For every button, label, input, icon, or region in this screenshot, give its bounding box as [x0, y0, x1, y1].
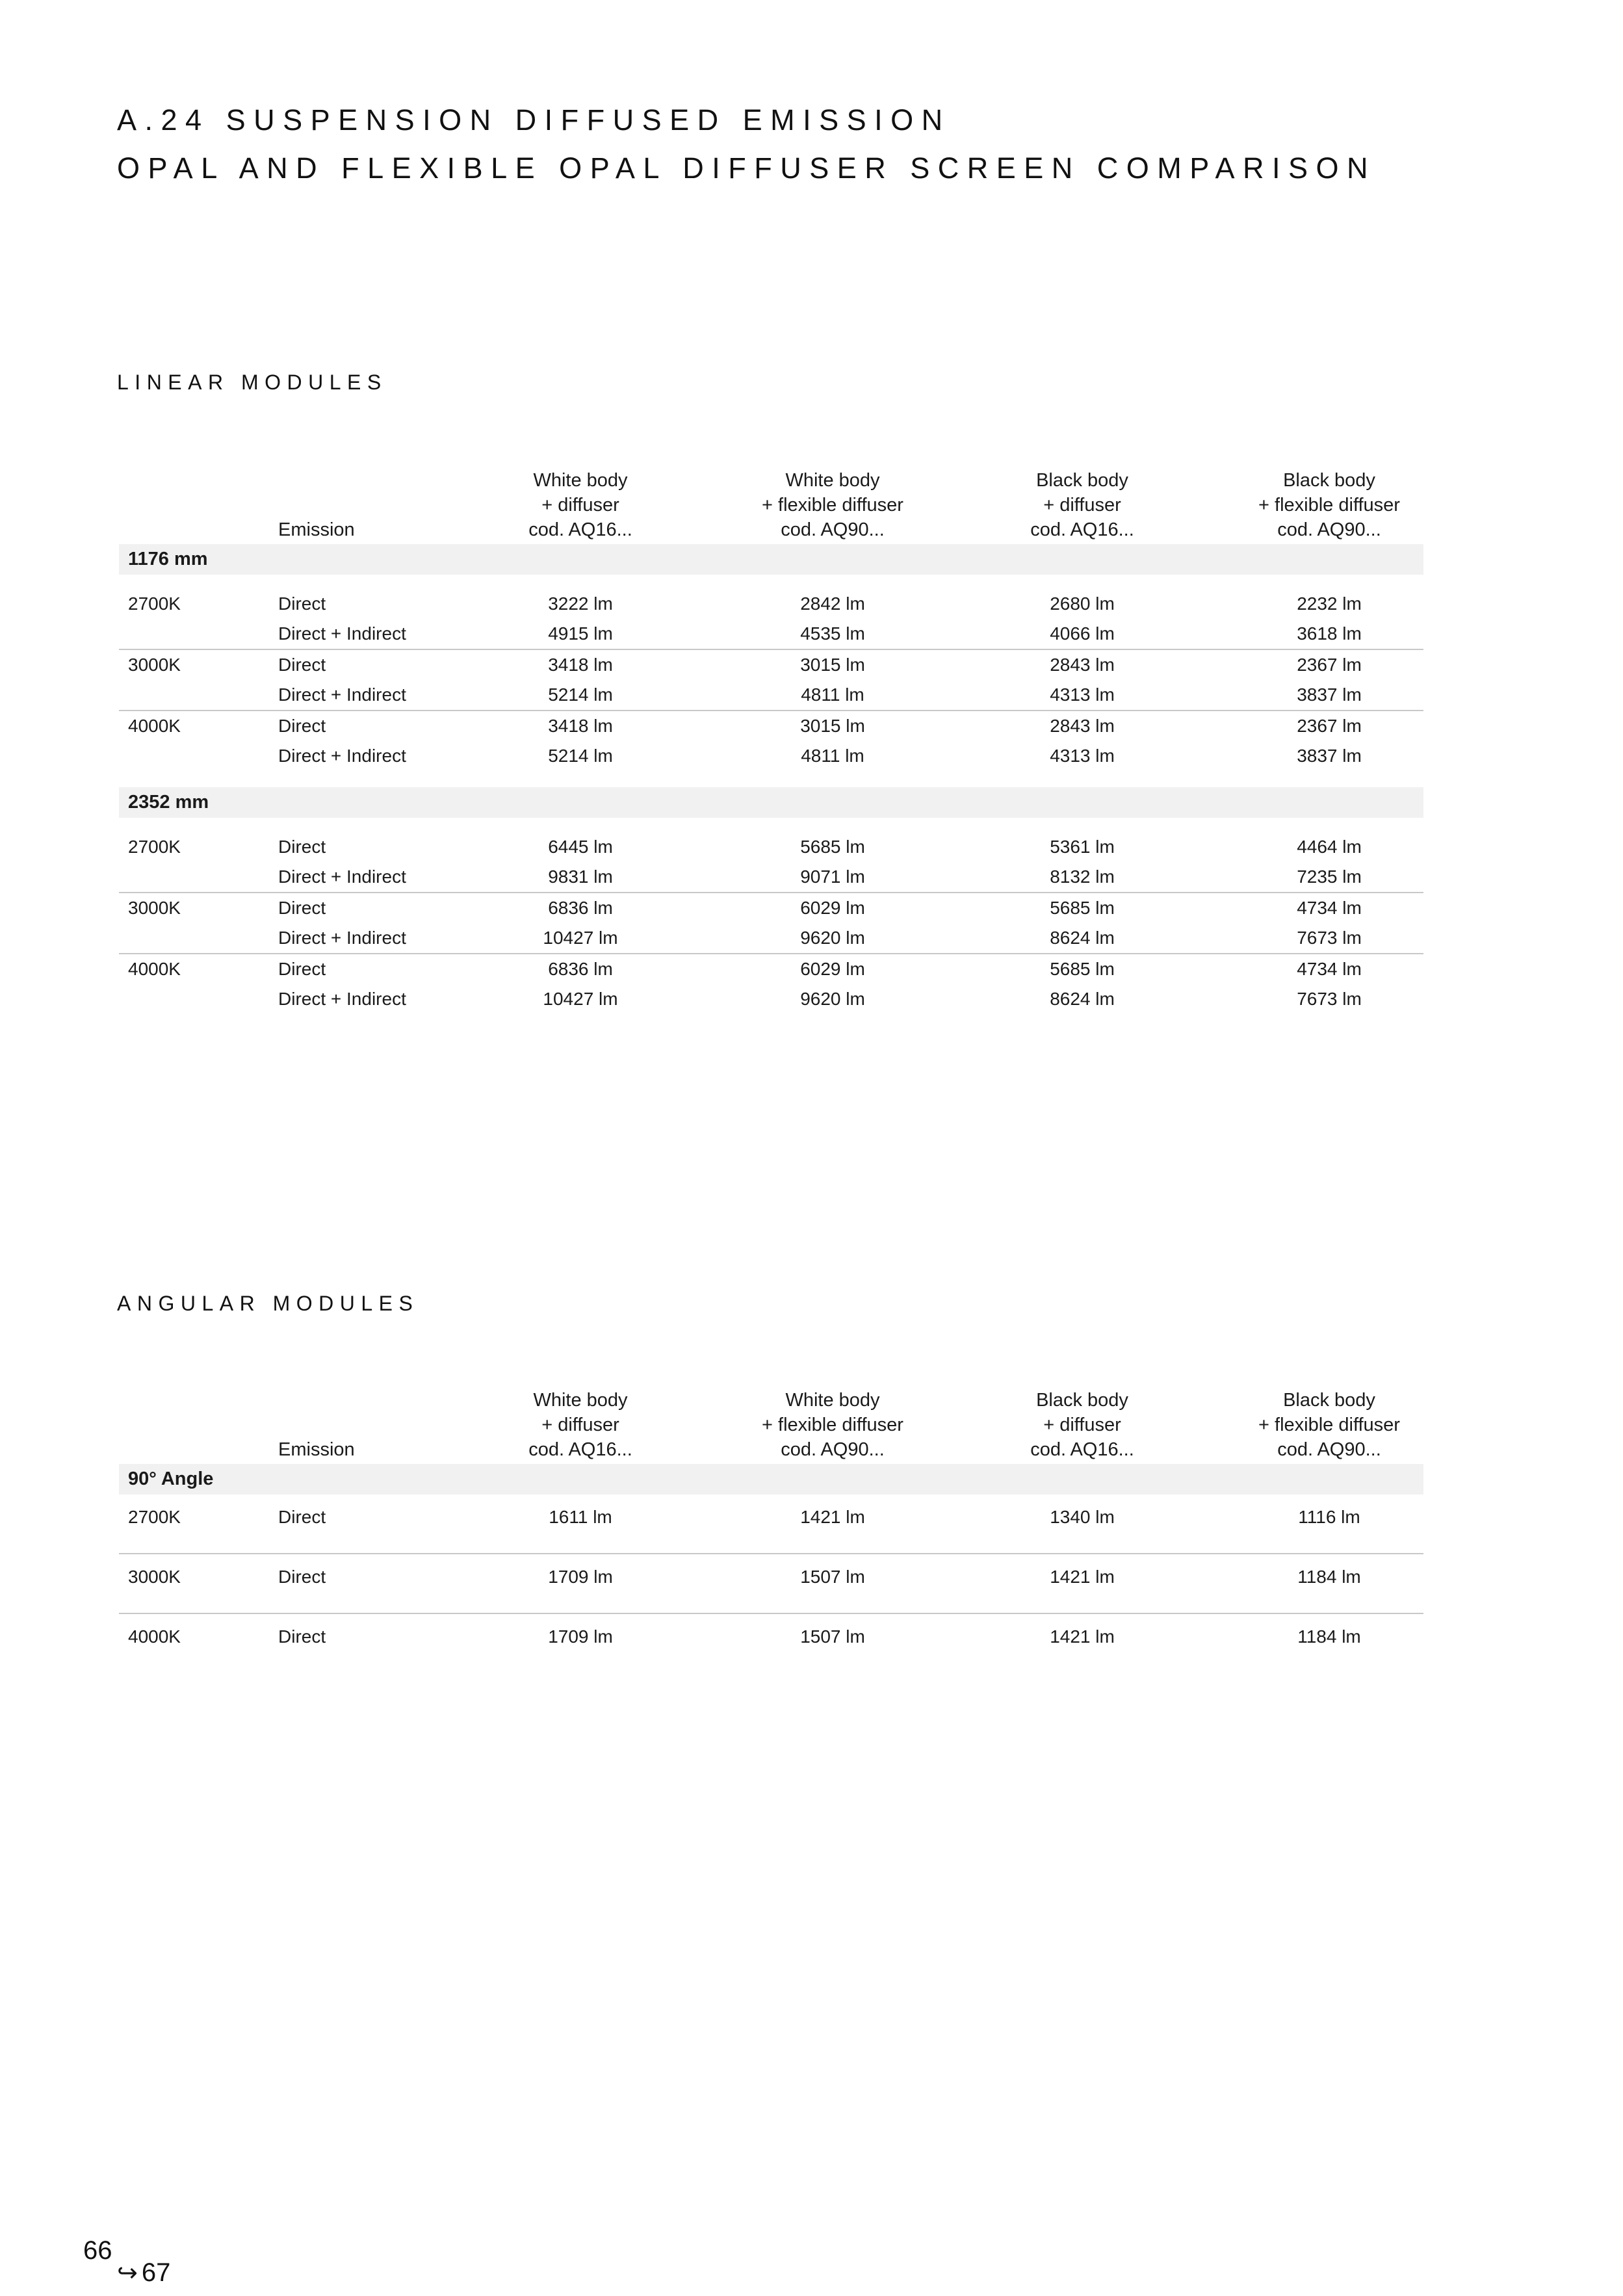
- lumen-value: 3015 lm: [800, 655, 865, 675]
- lumen-value: 9620 lm: [800, 989, 865, 1009]
- header-emission: Emission: [278, 1439, 355, 1460]
- lumen-value: 1421 lm: [800, 1507, 865, 1527]
- header-white-diffuser: White body + diffuser cod. AQ16...: [528, 1390, 632, 1460]
- lumen-value: 9071 lm: [800, 867, 865, 887]
- lumen-value: 10427 lm: [543, 989, 618, 1009]
- lumen-value: 1709 lm: [548, 1626, 613, 1647]
- color-temperature: 4000K: [128, 1626, 181, 1647]
- lumen-value: 7235 lm: [1297, 867, 1362, 887]
- lumen-value: 5685 lm: [800, 837, 865, 857]
- lumen-value: 4734 lm: [1297, 959, 1362, 979]
- lumen-value: 2843 lm: [1050, 655, 1115, 675]
- table-row: [119, 832, 1423, 862]
- emission-type: Direct: [278, 1567, 326, 1587]
- lumen-value: 9620 lm: [800, 928, 865, 948]
- emission-type: Direct: [278, 959, 326, 979]
- header-black-diffuser: Black body + diffuser cod. AQ16...: [1030, 470, 1134, 540]
- lumen-value: 9831 lm: [548, 867, 613, 887]
- group-label-2352mm: 2352 mm: [119, 787, 1423, 818]
- color-temperature: 4000K: [128, 959, 181, 979]
- page-title: [117, 96, 1376, 192]
- emission-type: Direct + Indirect: [278, 623, 406, 644]
- lumen-value: 2367 lm: [1297, 716, 1362, 736]
- temp-block-2700k: [119, 832, 1423, 892]
- lumen-value: 4066 lm: [1050, 623, 1115, 644]
- header-white-diffuser: White body + diffuser cod. AQ16...: [528, 470, 632, 540]
- table-row: [119, 893, 1423, 923]
- color-temperature: 2700K: [128, 837, 181, 857]
- lumen-value: 5214 lm: [548, 685, 613, 705]
- lumen-value: 4313 lm: [1050, 746, 1115, 766]
- lumen-value: 6029 lm: [800, 959, 865, 979]
- page-number: 66: [83, 2236, 112, 2265]
- header-white-flexible-diffuser: White body + flexible diffuser cod. AQ90...: [762, 1390, 903, 1460]
- lumen-value: 5214 lm: [548, 746, 613, 766]
- lumen-value: 2680 lm: [1050, 594, 1115, 614]
- lumen-value: 4811 lm: [801, 685, 864, 705]
- lumen-value: 3837 lm: [1297, 746, 1362, 766]
- lumen-value: 1184 lm: [1297, 1567, 1361, 1587]
- table-row: [119, 984, 1423, 1014]
- table-row: [119, 650, 1423, 680]
- linear-modules-table: [119, 468, 1423, 1014]
- emission-type: Direct + Indirect: [278, 989, 406, 1009]
- return-arrow-icon: ↪: [117, 2258, 138, 2287]
- lumen-value: 1116 lm: [1298, 1507, 1360, 1527]
- lumen-value: 4535 lm: [800, 623, 865, 644]
- color-temperature: 3000K: [128, 655, 181, 675]
- temp-block-4000k: [119, 953, 1423, 1014]
- emission-type: Direct: [278, 655, 326, 675]
- lumen-value: 4734 lm: [1297, 898, 1362, 918]
- temp-block-3000k: [119, 892, 1423, 953]
- color-temperature: 3000K: [128, 1567, 181, 1587]
- emission-type: Direct: [278, 898, 326, 918]
- title-line-2: OPAL AND FLEXIBLE OPAL DIFFUSER SCREEN COMPARISON: [117, 151, 1376, 185]
- table-row: [119, 954, 1423, 984]
- title-line-1: A.24 SUSPENSION DIFFUSED EMISSION: [117, 103, 951, 137]
- lumen-value: 2842 lm: [800, 594, 865, 614]
- header-black-flexible-diffuser: Black body + flexible diffuser cod. AQ90...: [1258, 1390, 1400, 1460]
- lumen-value: 7673 lm: [1297, 928, 1362, 948]
- lumen-value: 8624 lm: [1050, 928, 1115, 948]
- color-temperature: 3000K: [128, 898, 181, 918]
- emission-type: Direct: [278, 1507, 326, 1527]
- table-row: [119, 862, 1423, 892]
- emission-type: Direct + Indirect: [278, 928, 406, 948]
- table-row: [119, 923, 1423, 953]
- page-footer: [83, 2236, 171, 2287]
- table-row: [119, 619, 1423, 649]
- emission-type: Direct + Indirect: [278, 685, 406, 705]
- lumen-value: 1421 lm: [1050, 1567, 1115, 1587]
- header-black-flexible-diffuser: Black body + flexible diffuser cod. AQ90...: [1258, 470, 1400, 540]
- header-emission: Emission: [278, 519, 355, 540]
- group-label-90-angle: 90° Angle: [119, 1464, 1423, 1494]
- next-page-number: 67: [141, 2258, 171, 2287]
- lumen-value: 8624 lm: [1050, 989, 1115, 1009]
- lumen-value: 1611 lm: [549, 1507, 612, 1527]
- lumen-value: 3222 lm: [548, 594, 613, 614]
- next-page-link[interactable]: [117, 2258, 170, 2287]
- lumen-value: 4464 lm: [1297, 837, 1362, 857]
- emission-type: Direct: [278, 716, 326, 736]
- lumen-value: 3618 lm: [1297, 623, 1362, 644]
- color-temperature: 4000K: [128, 716, 181, 736]
- lumen-value: 5685 lm: [1050, 959, 1115, 979]
- lumen-value: 6836 lm: [548, 959, 613, 979]
- lumen-value: 4811 lm: [801, 746, 864, 766]
- lumen-value: 1340 lm: [1050, 1507, 1115, 1527]
- lumen-value: 6836 lm: [548, 898, 613, 918]
- table-row: [119, 1553, 1423, 1613]
- header-white-flexible-diffuser: White body + flexible diffuser cod. AQ90...: [762, 470, 903, 540]
- lumen-value: 2843 lm: [1050, 716, 1115, 736]
- lumen-value: 4915 lm: [548, 623, 613, 644]
- lumen-value: 1507 lm: [800, 1626, 865, 1647]
- lumen-value: 1709 lm: [548, 1567, 613, 1587]
- table-row: [119, 741, 1423, 771]
- lumen-value: 2367 lm: [1297, 655, 1362, 675]
- table-row: [119, 711, 1423, 741]
- lumen-value: 5685 lm: [1050, 898, 1115, 918]
- temp-block-4000k: [119, 710, 1423, 771]
- lumen-value: 6029 lm: [800, 898, 865, 918]
- lumen-value: 3418 lm: [548, 655, 613, 675]
- header-black-diffuser: Black body + diffuser cod. AQ16...: [1030, 1390, 1134, 1460]
- lumen-value: 1184 lm: [1297, 1626, 1361, 1647]
- table-row: [119, 589, 1423, 619]
- color-temperature: 2700K: [128, 594, 181, 614]
- table-row: [119, 1494, 1423, 1553]
- table-row: [119, 680, 1423, 710]
- table-header: [119, 1388, 1423, 1464]
- emission-type: Direct: [278, 1626, 326, 1647]
- emission-type: Direct: [278, 594, 326, 614]
- lumen-value: 3837 lm: [1297, 685, 1362, 705]
- lumen-value: 4313 lm: [1050, 685, 1115, 705]
- angular-modules-heading: ANGULAR MODULES: [117, 1292, 419, 1315]
- lumen-value: 1507 lm: [800, 1567, 865, 1587]
- emission-type: Direct + Indirect: [278, 746, 406, 766]
- emission-type: Direct: [278, 837, 326, 857]
- lumen-value: 1421 lm: [1050, 1626, 1115, 1647]
- lumen-value: 7673 lm: [1297, 989, 1362, 1009]
- lumen-value: 3418 lm: [548, 716, 613, 736]
- color-temperature: 2700K: [128, 1507, 181, 1527]
- lumen-value: 10427 lm: [543, 928, 618, 948]
- linear-modules-heading: LINEAR MODULES: [117, 371, 387, 394]
- lumen-value: 3015 lm: [800, 716, 865, 736]
- lumen-value: 8132 lm: [1050, 867, 1115, 887]
- table-row: [119, 1613, 1423, 1673]
- emission-type: Direct + Indirect: [278, 867, 406, 887]
- lumen-value: 2232 lm: [1297, 594, 1362, 614]
- table-header: [119, 468, 1423, 544]
- temp-block-3000k: [119, 649, 1423, 710]
- lumen-value: 6445 lm: [548, 837, 613, 857]
- temp-block-2700k: [119, 589, 1423, 649]
- angular-modules-table: [119, 1388, 1423, 1673]
- lumen-value: 5361 lm: [1050, 837, 1115, 857]
- group-label-1176mm: 1176 mm: [119, 544, 1423, 575]
